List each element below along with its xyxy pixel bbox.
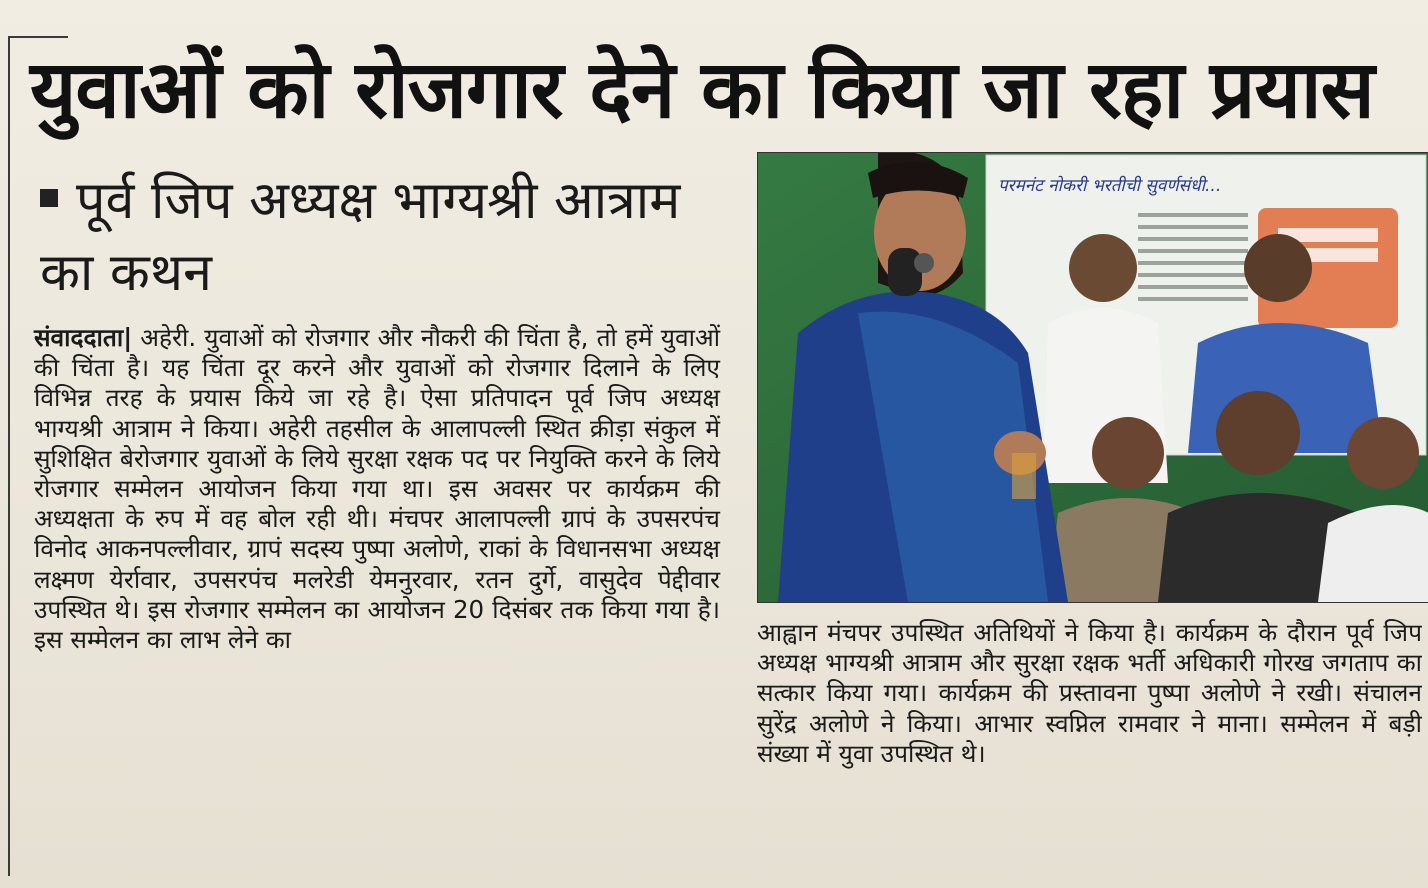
subheadline-text: पूर्व जिप अध्यक्ष भाग्यश्री आत्राम का कथन [40, 171, 681, 303]
photo-illustration [758, 153, 1428, 602]
news-photo [757, 152, 1428, 603]
corner-rule [8, 36, 68, 38]
byline: संवाददाता| [34, 323, 133, 352]
column-rule [8, 36, 10, 876]
bullet-icon [40, 189, 58, 207]
banner-text: परमनंट नोकरी भरतीची सुवर्णसंधी... [998, 176, 1222, 196]
article-body-right: आह्वान मंचपर उपस्थित अतिथियों ने किया है। कार्यक्रम के दौरान पूर्व जिप अध्यक्ष भाग्यश्री आत्राम और सुरक्षा रक्षक भर्ती अधिकारी गोरख जगताप का सत्कार किया गया। कार्यक्रम की प्रस्तावना पुष्पा अलोणे ने रखी। संचालन सुरेंद्र अलोणे ने किया। आभार स्वप्निल रामवार ने माना। सम्मेलन में बड़ी संख्या में युवा उपस्थित थे। [757, 618, 1422, 768]
subheadline [40, 165, 700, 309]
article-body-left [34, 323, 720, 655]
headline: युवाओं को रोजगार देने का किया जा रहा प्रयास [30, 43, 1374, 136]
body-text-left: अहेरी. युवाओं को रोजगार और नौकरी की चिंता है, तो हमें युवाओं की चिंता है। यह चिंता दूर करने और युवाओं को रोजगार दिलाने के लिए विभिन्न तरह के प्रयास किये जा रहे है। ऐसा प्रतिपादन पूर्व जिप अध्यक्ष भाग्यश्री आत्राम ने किया। अहेरी तहसील के आलापल्ली स्थित क्रीड़ा संकुल में सुशिक्षित बेरोजगार युवाओं के लिये सुरक्षा रक्षक पद पर नियुक्ति करने के लिये रोजगार सम्मेलन आयोजन किया गया था। इस अवसर पर कार्यक्रम की अध्यक्षता के रुप में वह बोल रही थी। मंचपर आलापल्ली ग्रापं के उपसरपंच विनोद आकनपल्लीवार, ग्रापं सदस्य पुष्पा अलोणे, राकां के विधानसभा अध्यक्ष लक्ष्मण येर्रावार, उपसरपंच मलरेडी येमनुरवार, रतन दुर्गे, वासुदेव पेद्दीवार उपस्थित थे। इस रोजगार सम्मेलन का आयोजन 20 दिसंबर तक किया गया है। इस सम्मेलन का लाभ लेने का [34, 323, 720, 655]
